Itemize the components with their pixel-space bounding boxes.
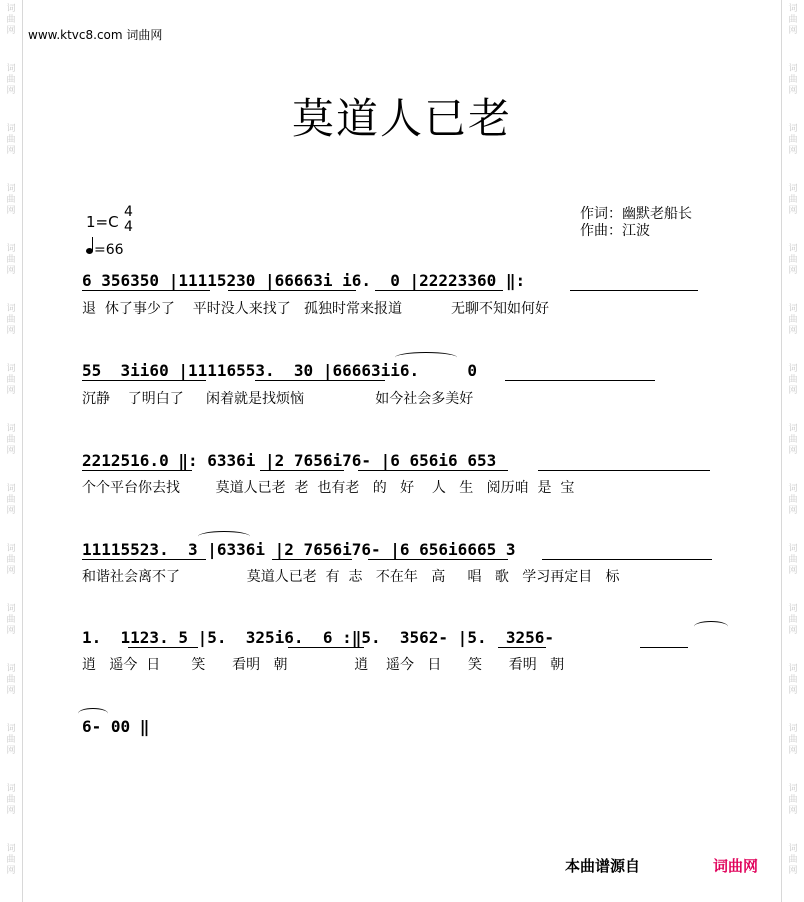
watermark: 词曲网 [788, 664, 798, 696]
beam [538, 470, 710, 471]
watermark: 词曲网 [6, 424, 16, 456]
notation-line-2: 55 3ii60 |11116553. 30 |66663ii6. 0 [82, 361, 477, 380]
watermark: 词曲网 [788, 64, 798, 96]
time-numerator: 4 [124, 204, 133, 220]
quarter-note-icon [86, 248, 93, 254]
time-signature [124, 205, 133, 235]
watermark: 词曲网 [6, 124, 16, 156]
beam [640, 647, 688, 648]
beam [82, 380, 206, 381]
beam [358, 470, 508, 471]
song-title: 莫道人已老 [291, 94, 512, 143]
tie-arc [395, 352, 457, 363]
watermark: 词曲网 [6, 184, 16, 216]
lyricist: 作词：幽默老船长 [580, 206, 692, 222]
lyric-line-5: 逍 遥今 日 笑 看明 朝 逍 遥今 日 笑 看明 朝 [82, 657, 565, 673]
beam [542, 559, 712, 560]
beam [272, 559, 352, 560]
watermark: 词曲网 [788, 184, 798, 216]
lyric-line-2: 沉静 了明白了 闲着就是找烦恼 如今社会多美好 [82, 391, 474, 407]
watermark: 词曲网 [788, 784, 798, 816]
beam [82, 559, 206, 560]
site-url: www.ktvc8.com 词曲网 [28, 28, 163, 42]
lyric-line-1: 退 休了事少了 平时没人来找了 孤独时常来报道 无聊不知如何好 [82, 301, 550, 317]
watermark: 词曲网 [788, 724, 798, 756]
tie-arc [198, 531, 250, 542]
watermark: 词曲网 [6, 844, 16, 876]
tempo-marking [86, 242, 124, 258]
watermark: 词曲网 [6, 364, 16, 396]
watermark: 词曲网 [6, 304, 16, 336]
watermark: 词曲网 [788, 604, 798, 636]
beam [375, 290, 503, 291]
notation-line-5: 1. 1123. 5 |5. 325i6. 6 :‖5. 3562- |5. 3256- [82, 628, 555, 647]
lyric-line-3: 个个平台你去找 莫道人已老 老 也有老 的 好 人 生 阅历咱 是 宝 [82, 480, 575, 496]
watermark: 词曲网 [788, 484, 798, 516]
watermark: 词曲网 [788, 364, 798, 396]
key-signature: 1=C [86, 213, 119, 231]
beam [128, 647, 198, 648]
beam [505, 380, 655, 381]
beam [570, 290, 698, 291]
watermark: 词曲网 [6, 484, 16, 516]
watermark: 词曲网 [6, 4, 16, 36]
watermark: 词曲网 [788, 424, 798, 456]
credits [580, 206, 692, 240]
notation-line-6: 6- 00 ‖ [82, 717, 150, 736]
watermark: 词曲网 [6, 544, 16, 576]
watermark: 词曲网 [6, 604, 16, 636]
notation-line-3: 2212516.0 ‖: 6336i |2 7656i76- |6 656i6 653 [82, 451, 497, 470]
beam [288, 647, 364, 648]
beam [368, 559, 508, 560]
beam [498, 647, 546, 648]
beam [82, 290, 210, 291]
notation-line-1: 6 356350 |11115230 |66663i i6. 0 |22223360 ‖: [82, 271, 526, 290]
watermark: 词曲网 [788, 304, 798, 336]
beam [228, 290, 356, 291]
tie-arc [694, 621, 728, 632]
watermark: 词曲网 [788, 4, 798, 36]
time-denominator: 4 [124, 219, 133, 235]
beam [82, 470, 192, 471]
watermark: 词曲网 [6, 724, 16, 756]
watermark: 词曲网 [6, 664, 16, 696]
beam [255, 380, 385, 381]
watermark: 词曲网 [788, 544, 798, 576]
composer: 作曲：江波 [580, 223, 650, 239]
source-site-link[interactable]: 词曲网 [713, 857, 759, 875]
watermark: 词曲网 [788, 244, 798, 276]
watermark: 词曲网 [6, 64, 16, 96]
beam [260, 470, 344, 471]
watermark: 词曲网 [6, 784, 16, 816]
tempo-value: =66 [94, 242, 124, 258]
watermark: 词曲网 [788, 124, 798, 156]
notation-line-4: 11115523. 3 |6336i |2 7656i76- |6 656i6665 3 [82, 540, 516, 559]
watermark: 词曲网 [788, 844, 798, 876]
watermark: 词曲网 [6, 244, 16, 276]
source-label: 本曲谱源自 [565, 857, 641, 875]
lyric-line-4: 和谐社会离不了 莫道人已老 有 志 不在年 高 唱 歌 学习再定目 标 [82, 569, 620, 585]
